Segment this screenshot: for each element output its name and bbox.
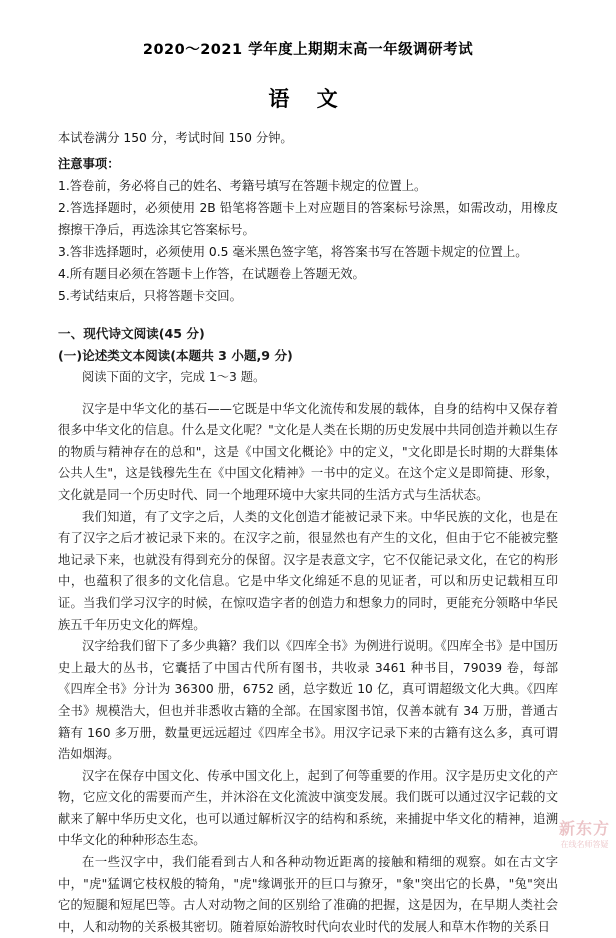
passage-paragraph-4: 汉字在保存中国文化、传承中国文化上，起到了何等重要的作用。汉字是历史文化的产物，它应文化的需要而产生，并沐浴在文化流波中演变发展。我们既可以通过汉字记载的文献来了解中华历史文化，也可以通过解析汉字的结构和系统，来捕捉中华文化的精神，追溯中华文化的种种形态生态。 [58,768,558,848]
page-title: 2020～2021 学年度上期期末高一年级调研考试 [142,42,474,58]
passage-paragraph-3: 汉字给我们留下了多少典籍？我们以《四库全书》为例进行说明。《四库全书》是中国历史上最大的丛书，它囊括了中国古代所有图书，共收录 3461 种书目，79039 卷，每部《四库全书》分计为 36300 册，6752 函，总字数近 10 亿，真可谓超级文化大典。《四库全书》规模浩大，但也并非悉收古籍的全部。在国家图书馆，仅善本就有 34 万册，普通古籍有 160 多万册，数量更远远超过《四库全书》。用汉字记录下来的古籍有这么多，真可谓浩如烟海。 [58,639,558,762]
subject-title: 语 文 [268,87,348,111]
notice-item-5: 5.考试结束后，只将答题卡交回。 [58,289,242,303]
watermark [559,816,610,850]
passage-paragraph-2: 我们知道，有了文字之后，人类的文化创造才能被记录下来。中华民族的文化，也是在有了汉字之后才被记录下来的。在汉字之前，很显然也有产生的文化，但由于它不能被完整地记录下来，也就没有得到充分的保留。汉字是表意文字，它不仅能记录文化，在它的构形中，也蕴积了很多的文化信息。它是中华文化绵延不息的见证者，可以和历史记载相互印证。当我们学习汉字的时候，在惊叹造字者的创造力和想象力的同时，更能充分领略中华民族五千年历史文化的辉煌。 [58,509,558,632]
notice-item-2: 2.答选择题时，必须使用 2B 铅笔将答题卡上对应题目的答案标号涂黑，如需改动，用橡皮擦擦干净后，再选涂其它答案标号。 [58,201,558,237]
passage-paragraph-1: 汉字是中华文化的基石——它既是中华文化流传和发展的载体，自身的结构中又保存着很多中华文化的信息。什么是文化呢？"文化是人类在长期的历史发展中共同创造并赖以生存的物质与精神存在的总和"，这是《中国文化概论》中的定义，"文化即是长时期的大群集体公共人生"，这是钱穆先生在《中国文化精神》一书中的定义。在这个定义是即简捷、形象，文化就是同一个历史时代、同一个地理环境中大家共同的生活方式与生活状态。 [58,401,558,502]
exam-info: 本试卷满分 150 分，考试时间 150 分钟。 [58,131,293,145]
notice-item-4: 4.所有题目必须在答题卡上作答，在试题卷上答题无效。 [58,267,365,281]
section-1-subheading: (一)论述类文本阅读(本题共 3 小题,9 分) [58,348,293,363]
section-1-heading: 一、现代诗文阅读(45 分) [58,326,205,341]
notice-heading: 注意事项： [58,157,120,171]
exam-paper-page [0,38,616,934]
notice-list [58,175,558,307]
watermark-main: 新东方 [558,819,610,838]
notice-item-1: 1.答卷前，务必将自己的姓名、考籍号填写在答题卡规定的位置上。 [58,179,427,193]
reading-passage [58,399,558,938]
exam-info-block [58,127,558,149]
section-1 [58,323,558,389]
notice-item-3: 3.答非选择题时，必须使用 0.5 毫米黑色签字笔，将答案书写在答题卡规定的位置上。 [58,245,528,259]
passage-paragraph-5: 在一些汉字中，我们能看到古人和各种动物近距离的接触和精细的观察。如在古文字中，"虎"猛调它枝权般的犄角，"虎"缘调张开的巨口与獠牙，"象"突出它的长鼻，"兔"突出它的短腿和短尾巴等。古人对动物之间的区别给了准确的把握，这是因为，在早期人类社会中，人和动物的关系极其密切。随着原始游牧时代向农业时代的发展人和草木作物的关系日 [58,855,558,934]
section-1-instruction: 阅读下面的文字，完成 1～3 题。 [82,370,266,384]
watermark-sub: 在线名师答疑 [560,840,609,849]
